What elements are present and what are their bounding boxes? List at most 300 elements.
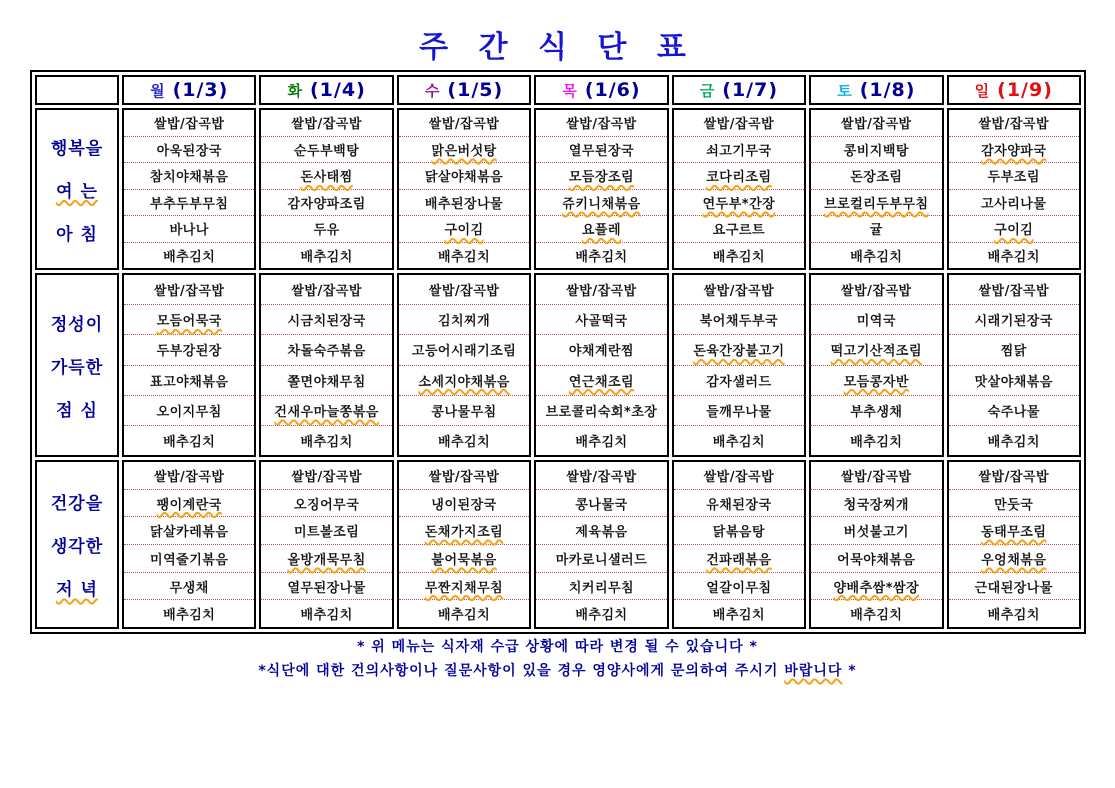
day-header-cell-3 — [397, 75, 531, 105]
menu-item — [261, 190, 391, 217]
menu-item — [949, 137, 1079, 164]
menu-item — [399, 110, 529, 137]
menu-item — [949, 110, 1079, 137]
menu-cell-breakfast-day7 — [947, 108, 1081, 270]
menu-item — [949, 275, 1079, 305]
menu-item — [536, 366, 666, 396]
menu-item-text: 미역국 — [856, 314, 896, 330]
menu-item — [811, 110, 941, 137]
menu-item — [399, 517, 529, 545]
menu-item — [674, 335, 804, 365]
menu-item — [674, 462, 804, 490]
menu-item-text: 쌀밥/잡곡밥 — [703, 117, 775, 133]
day-name-glyph: 수 — [424, 81, 440, 100]
menu-item-text: 쌀밥/잡곡밥 — [428, 117, 500, 133]
menu-item-text: 배추김치 — [850, 249, 903, 265]
section-label-cell-dinner — [35, 460, 119, 629]
section-label-line: 행복을 — [50, 138, 104, 159]
menu-item-text: 쥬키니채볶음 — [562, 196, 641, 212]
menu-item-text: 브로콜리숙회*초장 — [545, 404, 658, 420]
menu-item-text: 배추김치 — [163, 608, 216, 624]
menu-item — [261, 216, 391, 243]
menu-cell-items — [399, 275, 529, 455]
day-header-row — [35, 75, 1081, 105]
menu-item — [399, 137, 529, 164]
menu-item-text: 배추김치 — [437, 434, 491, 450]
menu-item-text: 건파래볶음 — [706, 552, 772, 568]
menu-item — [124, 545, 254, 573]
menu-cell-breakfast-day4 — [534, 108, 668, 270]
footer-note-1: * 위 메뉴는 식자재 수급 상황에 따라 변경 될 수 있습니다 * — [357, 639, 758, 655]
day-header-inner — [674, 77, 804, 103]
menu-item — [536, 110, 666, 137]
menu-item — [536, 137, 666, 164]
menu-cell-dinner-day1 — [122, 460, 256, 629]
menu-item — [674, 426, 804, 455]
footer-note-2-text: *식단에 대한 건의사항이나 질문사항이 있을 경우 영양사에게 문의하여 주시기 — [258, 663, 785, 679]
weekly-menu-table — [30, 70, 1086, 634]
menu-item-text: 배추김치 — [163, 249, 216, 265]
menu-item — [674, 305, 804, 335]
menu-item — [124, 517, 254, 545]
menu-cell-items — [536, 275, 666, 455]
menu-item-text: 배추된장나물 — [424, 196, 504, 212]
menu-cell-lunch-day5 — [672, 273, 806, 457]
menu-item — [811, 190, 941, 217]
menu-item-text: 감자양파조림 — [287, 196, 366, 212]
day-header-inner — [261, 77, 391, 103]
menu-item-text: 쌀밥/잡곡밥 — [153, 469, 225, 485]
menu-item-text: 배추김치 — [575, 249, 628, 265]
menu-item-text: 쌀밥/잡곡밥 — [566, 469, 637, 485]
menu-item-text: 부추두부무침 — [150, 196, 229, 212]
day-header-inner — [811, 77, 941, 103]
menu-item-text: 모듬어묵국 — [156, 314, 222, 330]
menu-cell-items — [261, 462, 391, 627]
menu-item-text: 요구르트 — [712, 223, 766, 239]
menu-item-text: 들깨무나물 — [706, 404, 772, 420]
menu-cell-dinner-day3 — [397, 460, 531, 629]
day-header-cell-2 — [259, 75, 393, 105]
menu-item — [949, 366, 1079, 396]
menu-cell-items — [949, 275, 1079, 455]
menu-item — [261, 137, 391, 164]
menu-item-text: 사골떡국 — [575, 314, 628, 330]
day-header-cell-7 — [947, 75, 1081, 105]
menu-cell-items — [674, 462, 804, 627]
menu-item — [124, 426, 254, 455]
menu-item — [949, 426, 1079, 455]
menu-item-text: 모듬장조림 — [568, 170, 635, 186]
menu-item-text: 구이김 — [444, 223, 484, 239]
menu-cell-lunch-day2 — [259, 273, 393, 457]
menu-item — [124, 110, 254, 137]
menu-item — [949, 216, 1079, 243]
section-label-line: 생각한 — [50, 537, 104, 557]
menu-item-text: 브로컬리두부무침 — [824, 196, 929, 212]
day-date: (1/4) — [310, 79, 366, 101]
section-label-line: 가득한 — [50, 357, 104, 378]
menu-item-text: 쫄면야채무침 — [287, 374, 366, 390]
menu-item — [399, 216, 529, 243]
menu-cell-dinner-day4 — [534, 460, 668, 629]
day-name-glyph: 목 — [562, 81, 577, 100]
menu-item — [261, 335, 391, 365]
menu-item — [811, 243, 941, 269]
menu-item-text: 떡고기산적조림 — [830, 344, 923, 360]
menu-item-text: 냉이된장국 — [431, 497, 497, 513]
menu-item — [261, 243, 391, 269]
menu-item — [124, 573, 254, 601]
menu-item-text: 어묵야채볶음 — [837, 552, 916, 568]
menu-item — [399, 545, 529, 573]
day-header-cell-5 — [672, 75, 806, 105]
menu-item — [674, 600, 804, 627]
menu-item-text: 배추김치 — [712, 608, 766, 624]
menu-item-text: 배추김치 — [712, 434, 766, 450]
menu-item-text: 쌀밥/잡곡밥 — [153, 117, 225, 133]
menu-cell-items — [949, 462, 1079, 627]
menu-item-text: 쌀밥/잡곡밥 — [153, 284, 225, 300]
menu-item-text: 차돌숙주볶음 — [287, 344, 366, 360]
menu-item — [261, 490, 391, 518]
day-name-glyph: 토 — [837, 81, 852, 100]
menu-item-text: 동태무조림 — [981, 525, 1047, 541]
menu-item — [949, 545, 1079, 573]
weekly-menu-table-wrap — [30, 70, 1086, 634]
menu-item — [261, 366, 391, 396]
day-header-cell-6 — [809, 75, 943, 105]
menu-item-text: 연근채조림 — [568, 374, 635, 390]
menu-item — [399, 366, 529, 396]
menu-cell-items — [811, 275, 941, 455]
menu-item — [811, 216, 941, 243]
menu-item-text: 야채계란찜 — [568, 344, 635, 360]
menu-item-text: 쌀밥/잡곡밥 — [978, 469, 1050, 485]
menu-item-text: 오징어무국 — [293, 497, 360, 513]
menu-item — [674, 573, 804, 601]
day-date: (1/3) — [172, 79, 229, 101]
menu-item — [536, 163, 666, 190]
menu-item-text: 연두부*간장 — [702, 196, 776, 212]
footer-note-2-tail: * — [842, 663, 857, 679]
menu-item-text: 쌀밥/잡곡밥 — [428, 469, 500, 485]
menu-cell-breakfast-day3 — [397, 108, 531, 270]
menu-item-text: 쌀밥/잡곡밥 — [291, 117, 362, 133]
menu-item-text: 버섯불고기 — [843, 525, 909, 541]
menu-item-text: 유채된장국 — [706, 497, 772, 513]
day-header-cell-4 — [534, 75, 668, 105]
menu-item — [811, 335, 941, 365]
day-name-glyph: 화 — [287, 81, 302, 100]
menu-item-text: 쌀밥/잡곡밥 — [841, 284, 912, 300]
section-label-line: 여 는 — [56, 181, 98, 202]
menu-item-text: 참치야채볶음 — [150, 170, 229, 186]
day-date: (1/5) — [447, 79, 504, 101]
day-date: (1/8) — [859, 79, 916, 101]
menu-cell-lunch-day1 — [122, 273, 256, 457]
menu-item — [949, 573, 1079, 601]
menu-item — [536, 426, 666, 455]
menu-item — [124, 163, 254, 190]
menu-cell-items — [536, 462, 666, 627]
menu-item-text: 돈채가지조림 — [424, 525, 504, 541]
menu-item-text: 귤 — [869, 223, 883, 239]
menu-item-text: 맛살야채볶음 — [974, 374, 1053, 390]
menu-item-text: 고등어시래기조림 — [411, 344, 517, 360]
menu-item — [124, 190, 254, 217]
menu-item — [261, 305, 391, 335]
menu-item — [949, 462, 1079, 490]
section-label-line: 저 녁 — [56, 580, 98, 600]
menu-cell-lunch-day7 — [947, 273, 1081, 457]
menu-item-text: 시금치된장국 — [287, 314, 366, 330]
menu-item — [949, 490, 1079, 518]
menu-item-text: 우엉채볶음 — [981, 552, 1047, 568]
menu-item — [949, 243, 1079, 269]
menu-item — [124, 305, 254, 335]
day-header-inner — [124, 77, 254, 103]
menu-item-text: 고사리나물 — [981, 196, 1047, 212]
menu-item-text: 근대된장나물 — [974, 580, 1053, 596]
menu-item-text: 감자샐러드 — [706, 374, 772, 390]
menu-item-text: 코다리조림 — [706, 170, 772, 186]
menu-item — [674, 163, 804, 190]
menu-item — [674, 545, 804, 573]
menu-item-text: 무생채 — [169, 580, 209, 596]
menu-item — [811, 573, 941, 601]
menu-item — [811, 275, 941, 305]
menu-cell-items — [124, 110, 254, 268]
day-header-inner — [536, 77, 666, 103]
menu-item-text: 돈육간장불고기 — [693, 344, 785, 360]
menu-item-text: 배추김치 — [712, 249, 766, 265]
menu-item-text: 쌀밥/잡곡밥 — [978, 284, 1050, 300]
menu-item-text: 모듬콩자반 — [843, 374, 909, 390]
menu-item — [811, 545, 941, 573]
menu-item-text: 닭살카레볶음 — [150, 525, 229, 541]
menu-item — [811, 517, 941, 545]
section-row-lunch — [35, 273, 1081, 457]
section-label-line: 건강을 — [50, 494, 104, 514]
section-label-line: 점 심 — [56, 400, 98, 421]
menu-item — [124, 396, 254, 426]
menu-item-text: 배추김치 — [987, 608, 1040, 624]
menu-item — [674, 396, 804, 426]
menu-item-text: 감자양파국 — [981, 143, 1047, 159]
page-title: 주 간 식 단 표 — [419, 30, 696, 65]
day-header-cell-1 — [122, 75, 256, 105]
menu-item-text: 쌀밥/잡곡밥 — [291, 284, 362, 300]
menu-item — [124, 335, 254, 365]
menu-item-text: 닭살야채볶음 — [424, 170, 504, 186]
menu-item — [674, 137, 804, 164]
menu-item-text: 맑은버섯탕 — [431, 143, 497, 159]
menu-item-text: 배추김치 — [850, 608, 903, 624]
section-label — [37, 275, 117, 455]
menu-item-text: 두유 — [313, 223, 340, 239]
menu-item — [811, 163, 941, 190]
menu-item — [399, 490, 529, 518]
menu-item-text: 콩나물무침 — [431, 404, 497, 420]
day-date: (1/7) — [722, 79, 779, 101]
menu-item-text: 오이지무침 — [156, 404, 222, 420]
menu-item — [399, 190, 529, 217]
section-label-line: 정성이 — [50, 314, 104, 335]
menu-item — [674, 275, 804, 305]
footer-note-2-wavy-word: 바랍니다 — [784, 663, 843, 679]
day-date: (1/9) — [997, 79, 1053, 101]
menu-item — [399, 462, 529, 490]
day-name-glyph: 일 — [974, 81, 990, 100]
menu-item-text: 아욱된장국 — [156, 143, 222, 159]
menu-item-text: 제육볶음 — [575, 525, 628, 541]
menu-cell-breakfast-day1 — [122, 108, 256, 270]
menu-item-text: 김치찌개 — [437, 314, 491, 330]
menu-item — [399, 335, 529, 365]
menu-item-text: 마카로니샐러드 — [555, 552, 648, 568]
menu-item-text: 만둣국 — [994, 497, 1034, 513]
menu-item-text: 쌀밥/잡곡밥 — [428, 284, 500, 300]
menu-item-text: 쌀밥/잡곡밥 — [841, 117, 912, 133]
menu-item — [811, 600, 941, 627]
menu-item — [949, 190, 1079, 217]
menu-item-text: 배추김치 — [163, 434, 216, 450]
menu-item-text: 배추김치 — [437, 608, 491, 624]
menu-item-text: 두부강된장 — [156, 344, 222, 360]
menu-item — [811, 305, 941, 335]
menu-item — [124, 600, 254, 627]
menu-item — [261, 275, 391, 305]
menu-item — [399, 275, 529, 305]
menu-item-text: 쇠고기무국 — [706, 143, 772, 159]
menu-item-text: 쌀밥/잡곡밥 — [566, 117, 637, 133]
menu-item-text: 열무된장나물 — [287, 580, 366, 596]
menu-item — [536, 396, 666, 426]
menu-cell-lunch-day3 — [397, 273, 531, 457]
menu-item-text: 배추김치 — [575, 608, 628, 624]
menu-cell-dinner-day7 — [947, 460, 1081, 629]
menu-item-text: 양배추쌈*쌈장 — [833, 580, 920, 596]
menu-item-text: 배추김치 — [300, 608, 353, 624]
menu-item-text: 배추김치 — [575, 434, 628, 450]
menu-item — [811, 366, 941, 396]
menu-item-text: 돈장조림 — [850, 170, 903, 186]
menu-item-text: 요플레 — [581, 223, 622, 239]
menu-item — [811, 490, 941, 518]
menu-cell-lunch-day4 — [534, 273, 668, 457]
menu-item-text: 찜닭 — [1000, 344, 1027, 360]
menu-item — [261, 110, 391, 137]
menu-item — [949, 163, 1079, 190]
menu-item — [261, 545, 391, 573]
menu-item — [811, 137, 941, 164]
menu-item-text: 소세지야채볶음 — [418, 374, 510, 390]
menu-item — [536, 517, 666, 545]
footer-note-2 — [0, 660, 1115, 680]
day-header-inner — [949, 77, 1079, 103]
menu-item — [399, 243, 529, 269]
menu-item-text: 미역줄기볶음 — [150, 552, 229, 568]
menu-item — [674, 243, 804, 269]
menu-item — [124, 462, 254, 490]
menu-cell-items — [674, 275, 804, 455]
menu-item-text: 쌀밥/잡곡밥 — [978, 117, 1050, 133]
menu-item — [399, 600, 529, 627]
menu-cell-items — [399, 462, 529, 627]
menu-cell-items — [811, 110, 941, 268]
menu-item-text: 순두부백탕 — [293, 143, 360, 159]
menu-item-text: 시래기된장국 — [974, 314, 1053, 330]
section-row-dinner — [35, 460, 1081, 629]
menu-item — [124, 490, 254, 518]
corner-cell — [35, 75, 119, 105]
menu-item-text: 배추김치 — [987, 249, 1040, 265]
menu-item — [261, 573, 391, 601]
menu-cell-items — [124, 462, 254, 627]
menu-item-text: 부추생채 — [850, 404, 903, 420]
menu-cell-dinner-day2 — [259, 460, 393, 629]
menu-cell-items — [536, 110, 666, 268]
section-label-cell-breakfast — [35, 108, 119, 270]
menu-item — [949, 517, 1079, 545]
menu-item — [949, 396, 1079, 426]
menu-item-text: 돈사태찜 — [300, 170, 353, 186]
menu-item-text: 두부조림 — [987, 170, 1040, 186]
menu-item — [536, 216, 666, 243]
menu-item-text: 구이김 — [994, 223, 1034, 239]
menu-item-text: 콩나물국 — [575, 497, 628, 513]
section-label — [37, 462, 117, 627]
menu-item — [536, 335, 666, 365]
menu-item-text: 쌀밥/잡곡밥 — [703, 469, 775, 485]
menu-item-text: 무짠지채무침 — [424, 580, 504, 596]
menu-item-text: 쌀밥/잡곡밥 — [566, 284, 637, 300]
menu-item — [261, 600, 391, 627]
menu-item — [536, 190, 666, 217]
menu-item-text: 배추김치 — [437, 249, 491, 265]
menu-item — [536, 462, 666, 490]
menu-item — [949, 600, 1079, 627]
menu-item-text: 배추김치 — [987, 434, 1040, 450]
menu-item-text: 청국장찌개 — [843, 497, 909, 513]
day-header-inner — [399, 77, 529, 103]
menu-item-text: 미트볼조림 — [293, 525, 360, 541]
menu-item-text: 열무된장국 — [568, 143, 635, 159]
menu-item — [399, 426, 529, 455]
menu-cell-lunch-day6 — [809, 273, 943, 457]
day-date: (1/6) — [584, 79, 641, 101]
menu-item-text: 배추김치 — [850, 434, 903, 450]
menu-item — [399, 396, 529, 426]
menu-item-text: 치커리무침 — [568, 580, 635, 596]
menu-item-text: 건새우마늘쫑볶음 — [274, 404, 379, 420]
menu-item — [536, 573, 666, 601]
menu-item-text: 닭볶음탕 — [712, 525, 766, 541]
menu-item-text: 북어채두부국 — [699, 314, 779, 330]
menu-cell-items — [674, 110, 804, 268]
menu-cell-breakfast-day5 — [672, 108, 806, 270]
menu-item — [124, 366, 254, 396]
menu-item — [674, 216, 804, 243]
menu-cell-breakfast-day6 — [809, 108, 943, 270]
menu-cell-items — [399, 110, 529, 268]
menu-item — [261, 163, 391, 190]
menu-item — [674, 366, 804, 396]
menu-cell-items — [261, 110, 391, 268]
menu-item — [811, 396, 941, 426]
menu-item-text: 불어묵볶음 — [431, 552, 497, 568]
